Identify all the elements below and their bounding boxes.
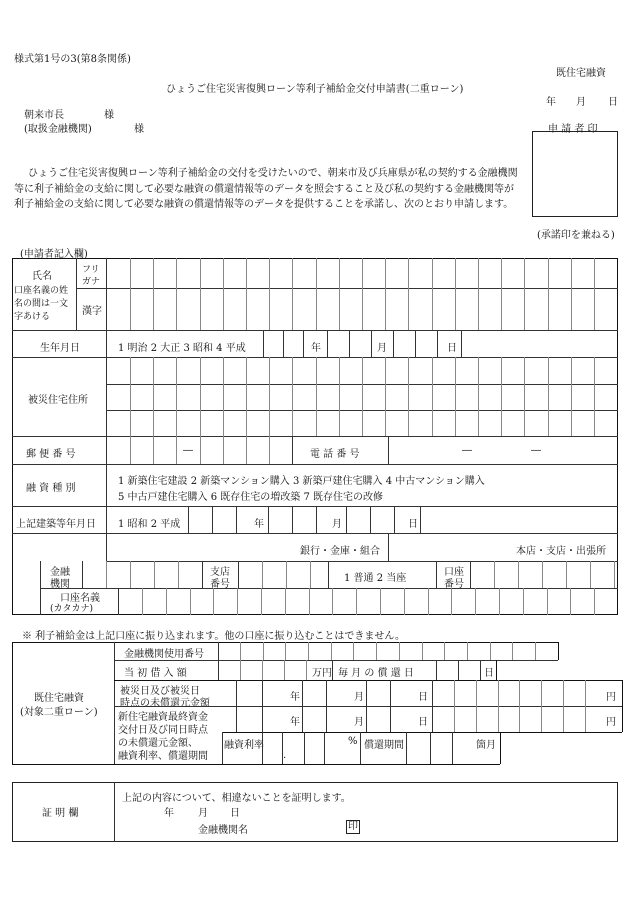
new-loan-label-2: 交付日及び同日時点 [118,725,208,736]
honorific-bank: 様 [134,124,144,135]
intro-line-1: ひょうご住宅災害復興ローン等利子補給金の交付を受けたいので、朝来市及び兵庫県が私の契約する金融機関 [28,168,518,179]
grid-divider [130,436,131,464]
grid-divider [176,436,177,464]
grid-divider [362,357,363,436]
grid-divider [223,436,224,464]
loan-type-label: 既住宅融資 [556,68,606,79]
name-note-3: 字あける [14,312,51,322]
grid-divider [563,680,564,706]
disaster-day-label: 日 [418,692,428,703]
grid-divider [476,680,477,706]
grid-divider [292,258,293,330]
grid-divider [310,561,311,588]
grid-divider [153,258,154,330]
loan-kind-options-2[interactable]: 5 中古戸建住宅購入 6 既存住宅の増改築 7 既存住宅の改修 [118,492,383,503]
honorific-mayor: 様 [104,110,114,121]
grid-divider [566,561,567,588]
name-note-1: 口座名義の姓 [14,286,69,296]
loan-kind-options-1[interactable]: 1 新築住宅建設 2 新築マンション購入 3 新築戸建住宅購入 4 中古マンション購入 [118,476,485,487]
cert-year-label: 年 [164,808,174,819]
bank-suffix: 銀行・金庫・組合 [300,546,380,557]
bank-code-label-2: 機関 [50,579,70,590]
grid-divider [524,357,525,436]
repay-day-unit: 日 [484,668,494,679]
monthly-repay-day-label: 毎 月 の 償 還 日 [338,668,414,679]
grid-divider [246,258,247,330]
grid-divider [213,588,214,615]
grid-divider [547,588,548,615]
built-era-options[interactable]: 1 昭和 2 平成 [118,519,181,530]
grid-divider [455,258,456,330]
grid-divider [614,561,615,588]
branch-code-label-2: 番号 [210,579,230,590]
disaster-date-label-1: 被災日及び被災日 [120,686,200,697]
grid-divider [408,258,409,330]
grid-divider [240,642,241,660]
new-loan-label-4: 融資利率、償還期間 [118,751,208,762]
built-year-label: 年 [254,519,264,530]
certification-label: 証 明 欄 [42,808,79,819]
grid-divider [356,588,357,615]
branch-suffix: 本店・支店・出張所 [516,546,606,557]
disaster-year-label: 年 [290,692,300,703]
branch-code-label-1: 支店 [210,567,230,578]
grid-divider [142,588,143,615]
grid-divider [563,706,564,732]
addressee-bank: (取扱金融機関) [24,124,92,135]
disaster-month-label: 月 [354,692,364,703]
grid-divider [200,357,201,436]
grid-divider [432,357,433,436]
grid-divider [353,642,354,660]
grid-divider [499,588,500,615]
grid-divider [190,588,191,615]
date-year: 年 [546,97,556,108]
grid-divider [585,706,586,732]
grid-divider [261,588,262,615]
intro-line-3: 利子補給金の支給に関して必要な融資の償還情報等のデータを提供することを承諾し、次のとおり申請します。 [14,199,514,210]
phone-label: 電 話 番 号 [310,449,360,460]
grid-divider [332,588,333,615]
phone-dash-1: ― [462,445,472,456]
account-no-label-2: 番号 [444,579,464,590]
grid-divider [585,680,586,706]
phone-dash-2: ― [531,445,541,456]
grid-divider [237,588,238,615]
form-number: 様式第1号の3(第8条関係) [14,54,131,65]
account-name-label-2: (カタカナ) [50,604,94,614]
grid-divider [339,258,340,330]
grid-divider [454,680,455,706]
grid-divider [285,642,286,660]
grid-divider [130,258,131,330]
grid-divider [541,706,542,732]
grid-divider [246,436,247,464]
grid-divider [594,588,595,615]
grid-divider [176,357,177,436]
postal-label: 郵 便 番 号 [26,449,76,460]
grid-divider [512,642,513,660]
new-loan-year-label: 年 [290,717,300,728]
grid-divider [541,680,542,706]
furigana-label-2: ガナ [82,277,101,287]
bank-use-number-label: 金融機関使用番号 [124,649,204,660]
loan-section-label-2: (対象二重ローン) [20,707,98,718]
grid-divider [501,258,502,330]
grid-divider [428,588,429,615]
grid-divider [385,357,386,436]
name-note-2: 名の間は一文 [14,299,69,309]
postal-dash: ― [183,445,193,456]
grid-divider [130,357,131,436]
bank-seal-mark[interactable]: 印 [348,821,358,832]
new-loan-label-3: の未償還元金額、 [118,738,198,749]
grid-divider [548,258,549,330]
interest-rate-label: 融資利率 [224,740,264,751]
grid-divider [285,588,286,615]
new-loan-day-label: 日 [418,717,428,728]
grid-divider [455,357,456,436]
grid-divider [519,680,520,706]
grid-divider [308,642,309,660]
repay-period-label: 償還期間 [364,740,404,751]
grid-divider [316,258,317,330]
grid-divider [292,357,293,436]
grid-divider [223,258,224,330]
cert-day-label: 日 [230,808,240,819]
grid-divider [331,642,332,660]
grid-divider [548,357,549,436]
grid-divider [153,357,154,436]
grid-divider [106,561,107,588]
grid-divider [246,357,247,436]
grid-divider [519,706,520,732]
grid-divider [166,588,167,615]
man-yen-unit: 万円 [312,668,332,679]
grid-divider [284,660,285,680]
grid-divider [385,258,386,330]
grid-divider [200,258,201,330]
date-day: 日 [608,97,618,108]
grid-divider [339,357,340,436]
loan-kind-label: 融 資 種 別 [26,483,76,494]
grid-divider [444,642,445,660]
seal-note: (承諾印を兼ねる) [537,230,615,241]
grid-divider [535,642,536,660]
grid-divider [269,258,270,330]
grid-divider [467,642,468,660]
new-loan-month-label: 月 [354,717,364,728]
grid-divider [518,561,519,588]
disaster-yen-unit: 円 [606,692,616,703]
transfer-notice: ※ 利子補給金は上記口座に振り込まれます。他の口座に振り込むことはできません。 [22,631,405,642]
disaster-date-label-2: 時点の未償還元金額 [120,698,210,709]
account-type-options[interactable]: 1 普通 2 当座 [344,573,407,584]
grid-divider [524,258,525,330]
grid-divider [269,436,270,464]
grid-divider [571,357,572,436]
built-month-label: 月 [332,519,342,530]
kanji-label: 漢字 [82,306,102,317]
grid-divider [498,706,499,732]
grid-divider [130,561,131,588]
grid-divider [154,561,155,588]
grid-divider [451,588,452,615]
seal-box[interactable] [532,131,618,217]
name-label: 氏名 [32,271,52,282]
addressee-mayor: 朝来市長 [24,110,64,121]
grid-divider [432,258,433,330]
grid-divider [404,588,405,615]
built-day-label: 日 [408,519,418,530]
grid-divider [498,680,499,706]
cert-month-label: 月 [198,808,208,819]
grid-divider [263,642,264,660]
grid-divider [362,258,363,330]
bank-code-label-1: 金融 [50,567,70,578]
grid-divider [306,660,307,680]
grid-divider [200,436,201,464]
grid-divider [571,258,572,330]
grid-divider [570,588,571,615]
birth-day-label: 日 [447,343,457,354]
new-loan-label-1: 新住宅融資最終資金 [118,712,208,723]
grid-divider [316,357,317,436]
account-no-label-1: 口座 [444,567,464,578]
initial-amount-label: 当 初 借 入 額 [124,668,187,679]
grid-divider [262,660,263,680]
birth-label: 生年月日 [40,343,80,354]
rate-decimal-point: . [283,750,287,761]
new-loan-yen-unit: 円 [606,717,616,728]
grid-divider [309,588,310,615]
grid-divider [594,357,595,436]
grid-divider [408,357,409,436]
form-title: ひょうご住宅災害復興ローン等利子補給金交付申請書(二重ローン) [166,84,464,95]
grid-divider [490,642,491,660]
grid-divider [494,561,495,588]
grid-divider [478,357,479,436]
grid-divider [178,561,179,588]
grid-divider [262,561,263,588]
grid-divider [523,588,524,615]
grid-divider [476,706,477,732]
birth-year-label: 年 [311,343,321,354]
bank-name-label: 金融機関名 [198,825,248,836]
months-unit: 箇月 [476,740,496,751]
grid-divider [590,561,591,588]
birth-era-options[interactable]: 1 明治 2 大正 3 昭和 4 平成 [118,343,246,354]
address-label: 被災住宅住所 [28,395,88,406]
date-month: 月 [576,97,586,108]
grid-divider [286,561,287,588]
grid-divider [399,642,400,660]
grid-divider [501,357,502,436]
grid-divider [454,706,455,732]
grid-divider [240,660,241,680]
certification-statement: 上記の内容について、相違ないことを証明します。 [122,793,351,804]
percent-unit: % [348,736,358,747]
seal-label: 申 請 者 印 [548,124,598,135]
intro-line-2: 等に利子補給金の支給に関して必要な融資の償還情報等のデータを照会すること及び私の契約する金融機関等が [14,184,514,195]
grid-divider [422,642,423,660]
built-date-label: 上記建築等年月日 [16,519,96,530]
grid-divider [478,258,479,330]
birth-month-label: 月 [377,343,387,354]
grid-divider [376,642,377,660]
applicant-section-label: (申請者記入欄) [20,249,88,260]
grid-divider [542,561,543,588]
account-name-label-1: 口座名義 [60,593,100,604]
grid-divider [269,357,270,436]
grid-divider [176,258,177,330]
furigana-label-1: フリ [82,265,100,275]
loan-section-label-1: 既住宅融資 [34,693,84,704]
grid-divider [223,357,224,436]
grid-divider [594,258,595,330]
grid-divider [380,588,381,615]
grid-divider [153,436,154,464]
grid-divider [475,588,476,615]
